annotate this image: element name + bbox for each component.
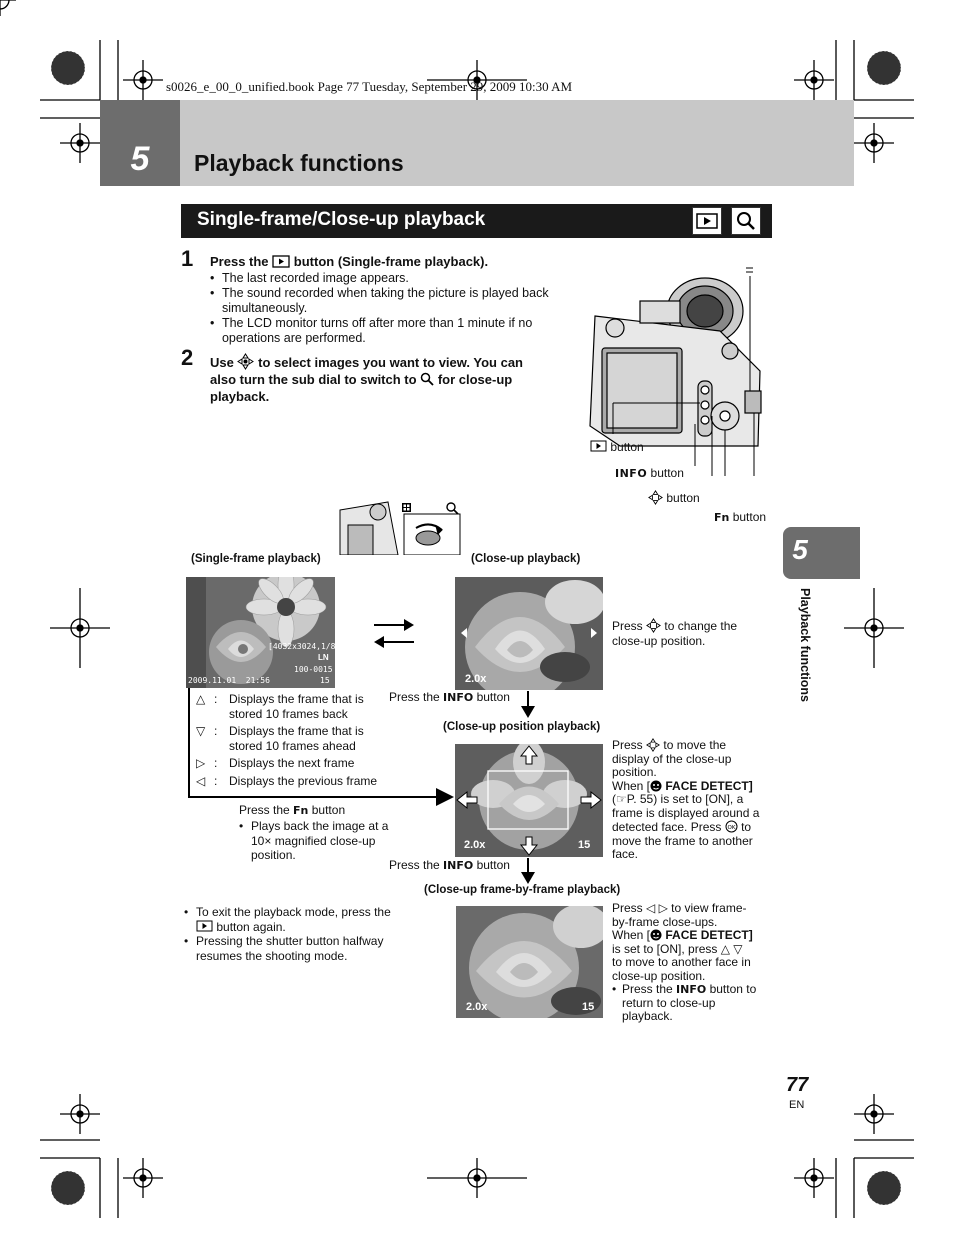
svg-text:OK: OK — [727, 824, 736, 831]
face-icon — [650, 780, 662, 792]
page-number: 77 — [786, 1074, 809, 1096]
list-item: ▷ : Displays the next frame — [196, 756, 355, 770]
single-frame-overlay-quality: LN — [318, 653, 329, 662]
side-tab-number: 5 — [792, 534, 808, 565]
single-frame-overlay-size: [4032x3024,1/8] — [268, 642, 341, 651]
position-note: Press to move the display of the close-up position. When [ FACE DETECT] (☞P. 55) is set to [ON], a frame is displayed around a detected face. Press OK to move the frame to another face. — [612, 738, 760, 861]
position-zoom-readout: 2.0x — [464, 839, 486, 851]
position-frame-count: 15 — [578, 839, 591, 851]
ok-button-icon — [725, 820, 738, 833]
arrow-pad-button-label: button — [648, 490, 700, 506]
step-1-instruction: Press the button (Single-frame playback). — [210, 254, 489, 269]
list-item: • The LCD monitor turns off after more than 1 minute if no operations are performed. — [210, 316, 533, 345]
step-2-instruction: Use to select images you want to view. You can also turn the sub dial to switch to for close-up playback. — [210, 355, 523, 404]
face-icon — [650, 929, 662, 941]
page-language: EN — [789, 1099, 805, 1111]
exit-notes — [184, 905, 424, 963]
step-1-number: 1 — [181, 246, 194, 271]
list-item: • The last recorded image appears. — [210, 271, 409, 285]
side-tab-text: Playback functions — [798, 588, 812, 702]
frame-by-frame-note: Press ◁ ▷ to view frame- by-frame close-ups. When [ FACE DETECT] is set to [ON], press △ ▽ to move to another face in close-up position. • Press the INFO button to return to close-up playback. — [612, 902, 772, 1024]
closeup-position-label: (Close-up position playback) — [443, 721, 601, 733]
arrow-pad-icon — [646, 738, 660, 752]
section-title: Single-frame/Close-up playback — [197, 209, 486, 230]
single-frame-label: (Single-frame playback) — [191, 553, 321, 565]
fn-note: Press the Fn button • Plays back the image at a 10× magnified close-up position. — [239, 803, 419, 863]
chapter-number: 5 — [130, 140, 150, 178]
info-button-label: INFO button — [615, 466, 684, 480]
single-frame-overlay-file: 100-0015 — [294, 665, 333, 674]
press-info-button-1: Press the INFO button — [389, 690, 510, 704]
fn-button-label: Fn button — [714, 510, 767, 524]
playback-button-label: button — [590, 440, 644, 455]
list-item: • To exit the playback mode, press the button again. — [184, 905, 391, 934]
step-2-number: 2 — [181, 345, 194, 370]
list-item: ◁ : Displays the previous frame — [196, 774, 378, 788]
chapter-title: Playback functions — [194, 150, 404, 176]
print-slug-line: s0026_e_00_0_unified.book Page 77 Tuesday, September 29, 2009 10:30 AM — [166, 79, 573, 94]
closeup-zoom-readout: 2.0x — [465, 673, 487, 685]
single-frame-overlay-date: 2009.11.01 21:56 — [188, 676, 270, 685]
playback-icon — [196, 920, 213, 932]
closeup-label: (Close-up playback) — [471, 553, 581, 565]
list-item: • Press the INFO button to return to close-up playback. — [612, 982, 757, 1023]
frame-by-frame-label: (Close-up frame-by-frame playback) — [424, 884, 621, 896]
fbf-zoom-readout: 2.0x — [466, 1001, 488, 1013]
list-item: ▽ : Displays the frame that is stored 10 frames ahead — [196, 724, 364, 753]
list-item: • The sound recorded when taking the picture is played back simultaneously. — [210, 286, 549, 315]
closeup-note: Press to change the close-up position. — [612, 619, 738, 648]
list-item: • Pressing the shutter button halfway resumes the shooting mode. — [184, 934, 384, 963]
fbf-frame-count: 15 — [582, 1001, 595, 1013]
list-item: • Plays back the image at a 10× magnified close-up position. — [239, 819, 389, 862]
single-frame-overlay-count: 15 — [320, 676, 330, 685]
list-item: △ : Displays the frame that is stored 10 frames back — [196, 692, 364, 721]
press-info-button-2: Press the INFO button — [389, 858, 510, 872]
